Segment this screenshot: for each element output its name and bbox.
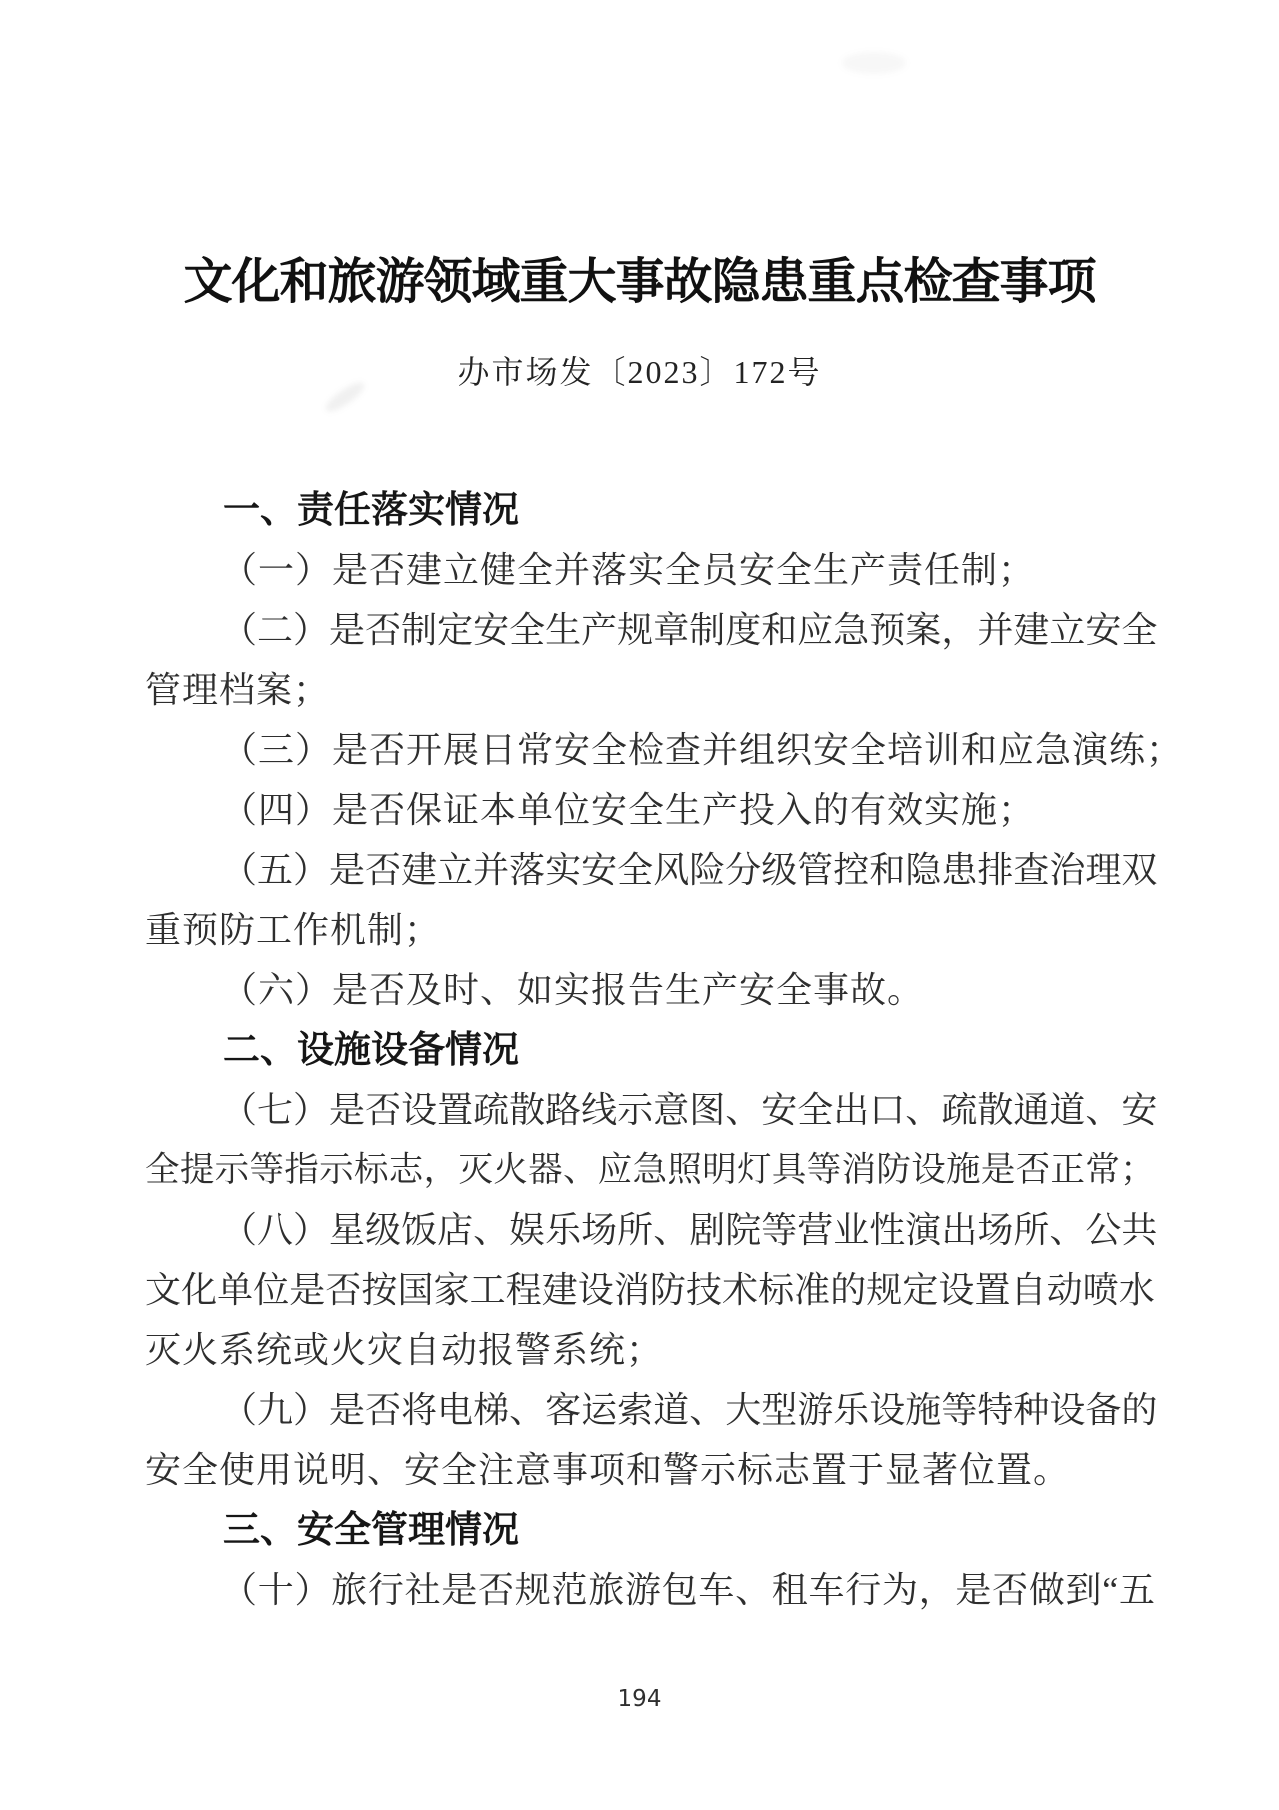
paragraph-line: 安全使用说明、安全注意事项和警示标志置于显著位置。	[145, 1450, 1071, 1490]
paragraph-line: 灭火系统或火灾自动报警系统；	[145, 1330, 664, 1370]
section-safety-management	[145, 1500, 1155, 1620]
document-number: 办市场发〔2023〕172号	[457, 354, 822, 390]
section-heading: 一、责任落实情况	[223, 489, 519, 530]
section-responsibility	[145, 480, 1184, 1020]
paragraph	[145, 1200, 1158, 1380]
paragraph	[145, 600, 1158, 720]
paragraph-line: （四）是否保证本单位安全生产投入的有效实施；	[221, 790, 1036, 830]
paragraph-line: （一）是否建立健全并落实全员安全生产责任制；	[221, 550, 1036, 590]
paragraph-line: （ 五 ） 是 否 建 立 并 落 实 安 全 风 险 分 级 管 控 和 隐 患 排 查 治 理 双	[221, 850, 1158, 890]
paragraph-line: （ 七 ） 是 否 设 置 疏 散 路 线 示 意 图 、 安 全 出 口 、 疏 散 通 道 、 安	[221, 1090, 1158, 1130]
paragraph-line: （ 八 ） 星 级 饭 店 、 娱 乐 场 所 、 剧 院 等 营 业 性 演 出 场 所 、 公 共	[221, 1210, 1158, 1250]
paragraph	[145, 960, 1155, 1020]
paragraph	[145, 720, 1184, 780]
section-heading: 二、设施设备情况	[223, 1029, 519, 1070]
paragraph	[145, 1080, 1158, 1200]
paragraph	[145, 780, 1155, 840]
paragraph	[145, 840, 1158, 960]
paragraph-line: （ 九 ） 是 否 将 电 梯 、 客 运 索 道 、 大 型 游 乐 设 施 等 特 种 设 备 的	[221, 1390, 1158, 1430]
paragraph-line: 管理档案；	[145, 670, 331, 710]
section-facilities	[145, 1020, 1158, 1500]
paragraph-line: （ 二 ） 是 否 制 定 安 全 生 产 规 章 制 度 和 应 急 预 案 ， 并 建 立 安 全	[221, 610, 1158, 650]
paragraph-line: 重预防工作机制；	[145, 910, 442, 950]
scan-artifact	[842, 52, 906, 74]
section-heading: 三、安全管理情况	[223, 1509, 519, 1550]
document-body	[145, 480, 1184, 1620]
paragraph-line: （六）是否及时、如实报告生产安全事故。	[221, 970, 925, 1010]
paragraph-line: 文 化 单 位 是 否 按 国 家 工 程 建 设 消 防 技 术 标 准 的 规 定 设 置 自 动 喷 水	[145, 1270, 1155, 1310]
paragraph-line: （三）是否开展日常安全检查并组织安全培训和应急演练；	[221, 730, 1184, 770]
page-number: 194	[617, 1686, 662, 1712]
paragraph	[145, 1560, 1155, 1620]
document-title: 文化和旅游领域重大事故隐患重点检查事项	[183, 254, 1096, 309]
paragraph-line: 全 提 示 等 指 示 标 志 ， 灭 火 器 、 应 急 照 明 灯 具 等 消 防 设 施 是 否 正 常 ；	[145, 1151, 1155, 1189]
paragraph	[145, 540, 1155, 600]
paragraph-line: （ 十 ） 旅 行 社 是 否 规 范 旅 游 包 车 、 租 车 行 为 ， 是 否 做 到 “ 五	[221, 1570, 1155, 1610]
paragraph	[145, 1380, 1158, 1500]
